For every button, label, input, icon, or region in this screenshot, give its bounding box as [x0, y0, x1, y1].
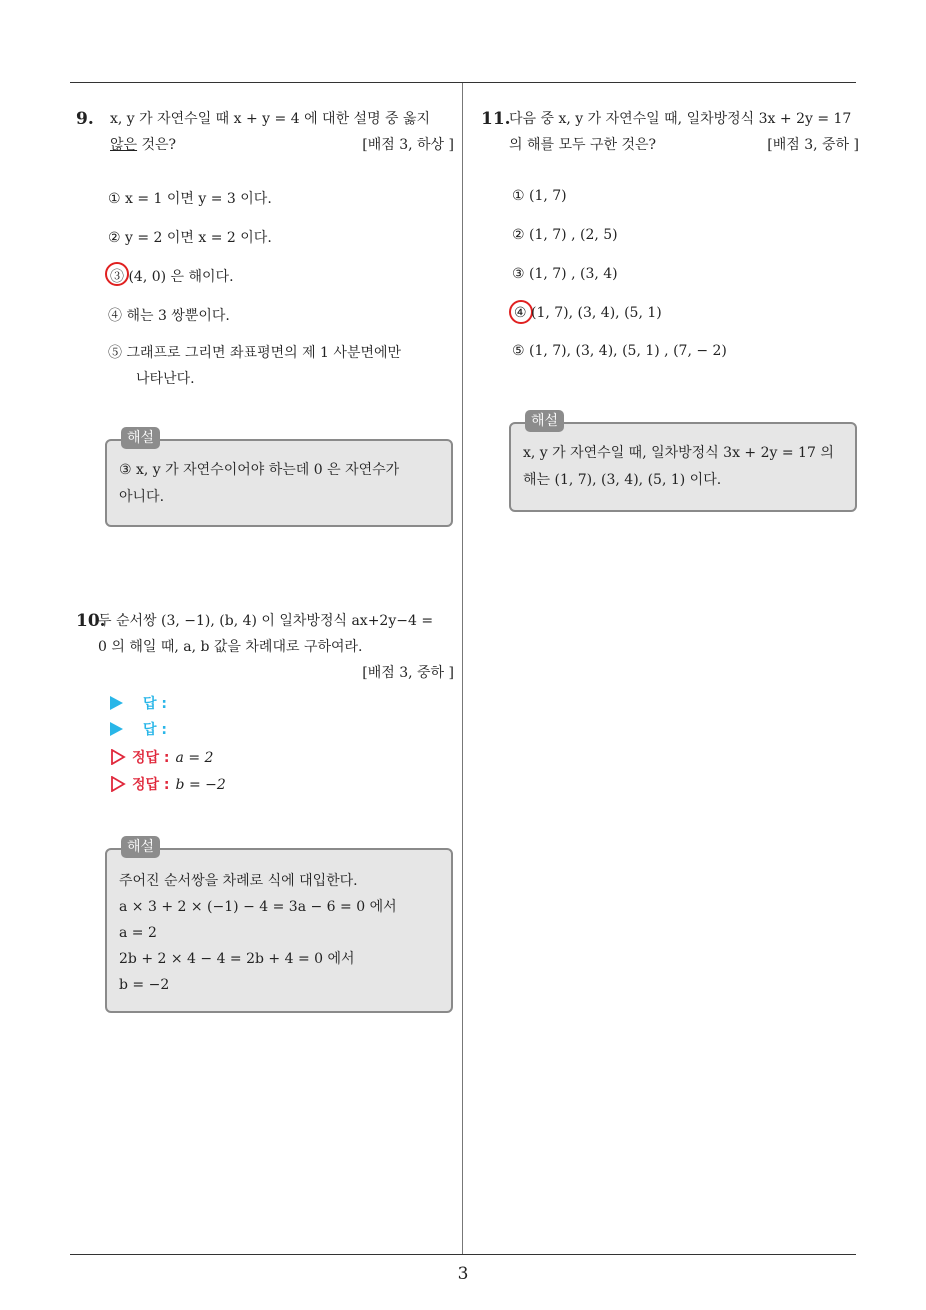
- q9-option-5-line2: 나타난다.: [136, 371, 195, 387]
- answer-row-1[interactable]: [110, 693, 167, 713]
- question-number: 11.: [481, 109, 511, 129]
- question-text-line2: 0 의 해일 때, a, b 값을 차례대로 구하여라.: [98, 639, 363, 655]
- q11-option-5[interactable]: ⑤ (1, 7), (3, 4), (5, 1) , (7, − 2): [512, 343, 727, 359]
- question-9: [76, 106, 454, 158]
- q9-solution-box: [105, 430, 453, 527]
- solution-tag: 해설: [121, 427, 160, 449]
- score-label: [배점 3, 중하 ]: [362, 665, 454, 681]
- q9-option-4[interactable]: ④ 해는 3 쌍뿐이다.: [108, 308, 230, 324]
- question-11: [481, 106, 859, 158]
- solution-line: b = −2: [119, 977, 170, 993]
- solution-tag: 해설: [525, 410, 564, 432]
- correct-arrow-icon: [110, 749, 126, 765]
- top-rule: [70, 82, 856, 83]
- correct-label: 정답 :: [132, 777, 170, 793]
- q9-option-1[interactable]: ① x = 1 이면 y = 3 이다.: [108, 191, 272, 207]
- q11-option-3[interactable]: ③ (1, 7) , (3, 4): [512, 266, 618, 282]
- question-text-line2: 것은?: [137, 137, 177, 153]
- solution-line: a × 3 + 2 × (−1) − 4 = 3a − 6 = 0 에서: [119, 899, 397, 915]
- solution-line: ③ x, y 가 자연수이어야 하는데 0 은 자연수가: [119, 462, 400, 478]
- solution-line: a = 2: [119, 925, 157, 941]
- solution-tag: 해설: [121, 836, 160, 858]
- q11-option-4[interactable]: ④ (1, 7), (3, 4), (5, 1): [514, 305, 662, 321]
- q11-solution-box: [509, 413, 857, 512]
- question-text-line1: 두 순서쌍 (3, −1), (b, 4) 이 일차방정식 ax+2y−4 =: [98, 613, 434, 629]
- solution-line: 해는 (1, 7), (3, 4), (5, 1) 이다.: [523, 472, 722, 488]
- q9-option-5[interactable]: [108, 340, 453, 392]
- solution-line: 아니다.: [119, 489, 165, 505]
- correct-value: a = 2: [175, 750, 214, 766]
- answer-row-2[interactable]: [110, 719, 167, 739]
- answer-arrow-icon: [110, 722, 123, 736]
- correct-answer-row-1: [110, 747, 213, 767]
- column-divider: [462, 83, 463, 1255]
- question-text-line1: 다음 중 x, y 가 자연수일 때, 일차방정식 3x + 2y = 17: [509, 111, 852, 127]
- solution-line: x, y 가 자연수일 때, 일차방정식 3x + 2y = 17 의: [523, 445, 834, 461]
- score-label: [배점 3, 중하 ]: [767, 137, 859, 153]
- q11-option-2[interactable]: ② (1, 7) , (2, 5): [512, 227, 618, 243]
- question-text: [76, 608, 454, 634]
- question-text-line1: x, y 가 자연수일 때 x + y = 4 에 대한 설명 중 옳지: [110, 111, 431, 127]
- q9-option-5-line1: ⑤ 그래프로 그리면 좌표평면의 제 1 사분면에만: [108, 345, 402, 361]
- q9-option-2[interactable]: ② y = 2 이면 x = 2 이다.: [108, 230, 272, 246]
- score-label: [배점 3, 하상 ]: [362, 137, 454, 153]
- answer-label: 답 :: [143, 722, 167, 738]
- solution-line: 주어진 순서쌍을 차례로 식에 대입한다.: [119, 873, 358, 889]
- correct-arrow-icon: [110, 776, 126, 792]
- solution-line: 2b + 2 × 4 − 4 = 2b + 4 = 0 에서: [119, 951, 355, 967]
- question-text: [76, 106, 454, 158]
- question-10: [76, 608, 454, 686]
- question-text-line2: 의 해를 모두 구한 것은?: [509, 137, 657, 153]
- correct-label: 정답 :: [132, 750, 170, 766]
- q11-option-1[interactable]: ① (1, 7): [512, 188, 567, 204]
- q10-solution-box: [105, 839, 453, 1013]
- q9-option-3[interactable]: ③ (4, 0) 은 해이다.: [110, 269, 234, 285]
- underlined-word: 않은: [110, 137, 138, 153]
- bottom-rule: [70, 1254, 856, 1255]
- answer-label: 답 :: [143, 696, 167, 712]
- question-text: [481, 106, 859, 158]
- question-number: 9.: [76, 109, 94, 129]
- correct-answer-row-2: [110, 774, 226, 794]
- answer-arrow-icon: [110, 696, 123, 710]
- correct-value: b = −2: [175, 777, 226, 793]
- question-number: 10.: [76, 611, 106, 631]
- page-number: 3: [457, 1264, 469, 1284]
